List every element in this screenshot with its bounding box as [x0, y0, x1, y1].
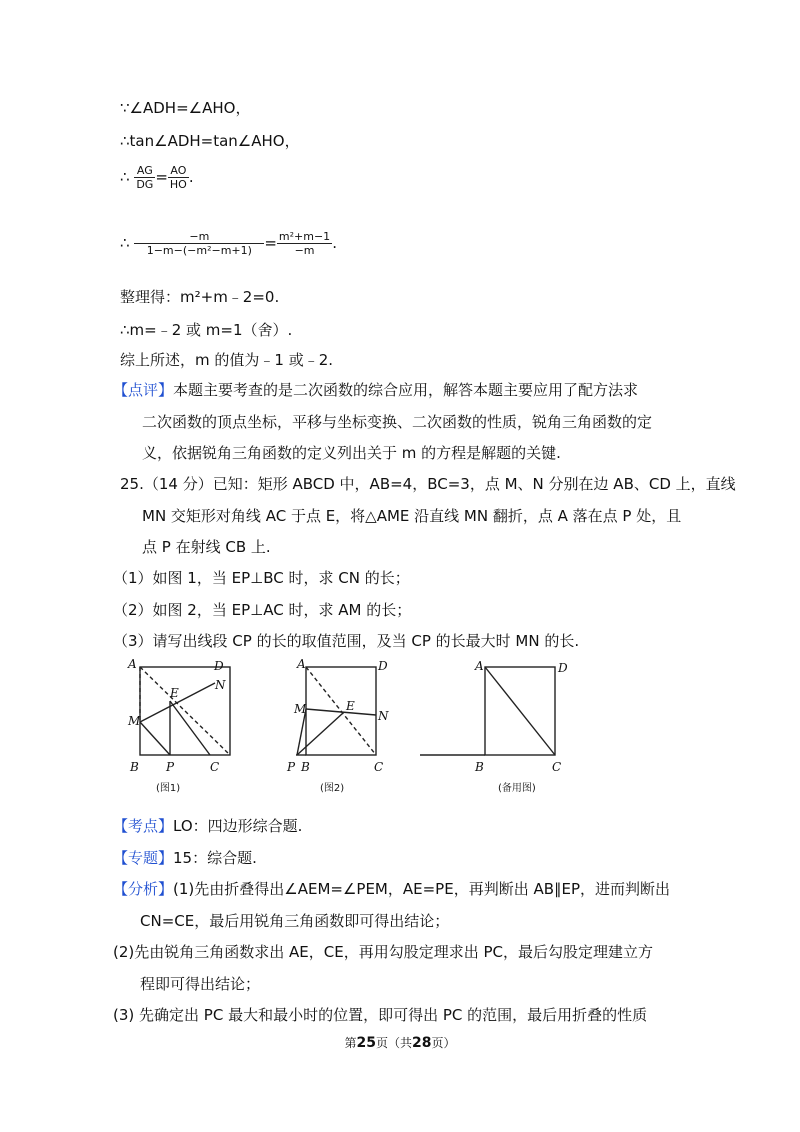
fig1-label-n: N: [215, 678, 226, 692]
total-pages: 28: [412, 1035, 432, 1051]
fig2-caption: (图2): [320, 783, 345, 794]
footer-suffix: 页）: [431, 1036, 456, 1050]
dianping-line-2: 二次函数的顶点坐标，平移与坐标变换、二次函数的性质，锐角三角函数的定: [142, 413, 653, 431]
fenxi-line-3: (2)先由锐角三角函数求出 AE，CE，再用勾股定理求出 PC，最后勾股定理建立方: [113, 943, 653, 961]
fig2-label-p: P: [287, 760, 296, 774]
question-3: （3）请写出线段 CP 的长的取值范围，及当 CP 的长最大时 MN 的长.: [113, 632, 580, 650]
footer-prefix: 第: [344, 1036, 357, 1050]
fig2-label-d: D: [378, 659, 388, 673]
fenxi-text: (1)先由折叠得出∠AEM=∠PEM，AE=PE，再判断出 AB∥EP，进而判断出: [173, 880, 671, 898]
question-1: （1）如图 1，当 EP⊥BC 时，求 CN 的长；: [113, 569, 410, 587]
kaodian-line: [113, 816, 302, 836]
fig2-label-n: N: [378, 709, 389, 723]
fig2-label-m: M: [294, 702, 307, 716]
derivation-line-6: ∴m=﹣2 或 m=1（舍）.: [120, 321, 293, 339]
fig3-label-c: C: [552, 760, 562, 774]
equals-sign: =: [264, 234, 277, 252]
fraction-right: [277, 230, 332, 257]
fig3-caption: (备用图): [498, 783, 536, 794]
fig1-label-p: P: [166, 760, 175, 774]
footer-middle: 页（共: [375, 1036, 412, 1050]
fig2-label-a: A: [297, 657, 306, 671]
conclusion-line: 综上所述，m 的值为﹣1 或﹣2.: [120, 351, 334, 369]
kaodian-text: LO：四边形综合题.: [173, 817, 303, 835]
fig2-label-e: E: [346, 699, 355, 713]
dianping-text: 本题主要考查的是二次函数的综合应用，解答本题主要应用了配方法求: [173, 381, 639, 399]
fenxi-line-5: (3) 先确定出 PC 最大和最小时的位置，即可得出 PC 的范围，最后用折叠的性质: [113, 1006, 648, 1024]
fig1-label-a: A: [128, 657, 137, 671]
problem-line-3: 点 P 在射线 CB 上.: [142, 538, 271, 556]
fenxi-line-1: [113, 879, 670, 899]
page-number: 25: [356, 1035, 376, 1051]
fig1-label-m: M: [128, 714, 141, 728]
therefore-symbol: ∴: [120, 234, 130, 252]
fraction-numerator: AO: [168, 164, 189, 178]
dianping-tag: 【点评】: [113, 381, 174, 399]
dianping-line-3: 义，依据锐角三角函数的定义列出关于 m 的方程是解题的关键.: [142, 444, 561, 462]
derivation-line-2: ∴tan∠ADH=tan∠AHO，: [120, 132, 300, 150]
zhuanti-text: 15：综合题.: [173, 849, 257, 867]
derivation-line-4: [120, 230, 337, 257]
fig1-label-d: D: [214, 659, 224, 673]
derivation-line-5: 整理得：m²+m﹣2=0.: [120, 288, 280, 306]
fraction-denominator: −m: [294, 244, 315, 257]
fraction-denominator: 1−m−(−m²−m+1): [146, 244, 252, 257]
fraction-numerator: m²+m−1: [278, 230, 331, 243]
question-2: （2）如图 2，当 EP⊥AC 时，求 AM 的长；: [113, 601, 412, 619]
fig3-label-b: B: [475, 760, 484, 774]
fig1-caption: (图1): [156, 783, 181, 794]
problem-line-2: MN 交矩形对角线 AC 于点 E，将△AME 沿直线 MN 翻折，点 A 落在点 P 处，且: [142, 507, 682, 525]
fig2-label-c: C: [374, 760, 384, 774]
fraction-denominator: HO: [169, 178, 187, 191]
zhuanti-line: [113, 848, 257, 868]
segment-ec: [170, 701, 210, 755]
fig1-label-b: B: [130, 760, 139, 774]
fraction-left: [134, 230, 264, 257]
fenxi-line-4: 程即可得出结论；: [140, 975, 261, 993]
fraction-ao-ho: [168, 164, 189, 191]
diagonal-ac: [306, 667, 376, 755]
fig3-label-a: A: [475, 659, 484, 673]
fig1-label-c: C: [210, 760, 220, 774]
problem-line-1: 25.（14 分）已知：矩形 ABCD 中，AB=4，BC=3，点 M、N 分别在边 AB、CD 上，直线: [120, 475, 736, 493]
fig1-label-e: E: [170, 686, 179, 700]
derivation-line-3: [120, 164, 194, 191]
fraction-ag-dg: [134, 164, 155, 191]
derivation-line-1: ∵∠ADH=∠AHO，: [120, 99, 251, 117]
diagonal-ac: [485, 667, 555, 755]
fraction-numerator: AG: [134, 164, 155, 178]
fraction-numerator: −m: [134, 230, 264, 244]
kaodian-tag: 【考点】: [113, 817, 174, 835]
period: .: [332, 234, 337, 252]
figure-2: [296, 667, 376, 755]
fig2-label-b: B: [301, 760, 310, 774]
fenxi-tag: 【分析】: [113, 880, 174, 898]
segment-mp: [140, 722, 170, 755]
equals-sign: =: [155, 168, 168, 186]
page-footer: [0, 1034, 800, 1051]
dianping-line-1: [113, 380, 638, 400]
zhuanti-tag: 【专题】: [113, 849, 174, 867]
fraction-denominator: DG: [136, 178, 154, 191]
fenxi-line-2: CN=CE，最后用锐角三角函数即可得出结论；: [140, 912, 450, 930]
fig3-label-d: D: [558, 661, 568, 675]
figure-3: [420, 667, 555, 755]
period: .: [188, 168, 194, 186]
figures-group: [118, 655, 693, 800]
therefore-symbol: ∴: [120, 168, 130, 186]
